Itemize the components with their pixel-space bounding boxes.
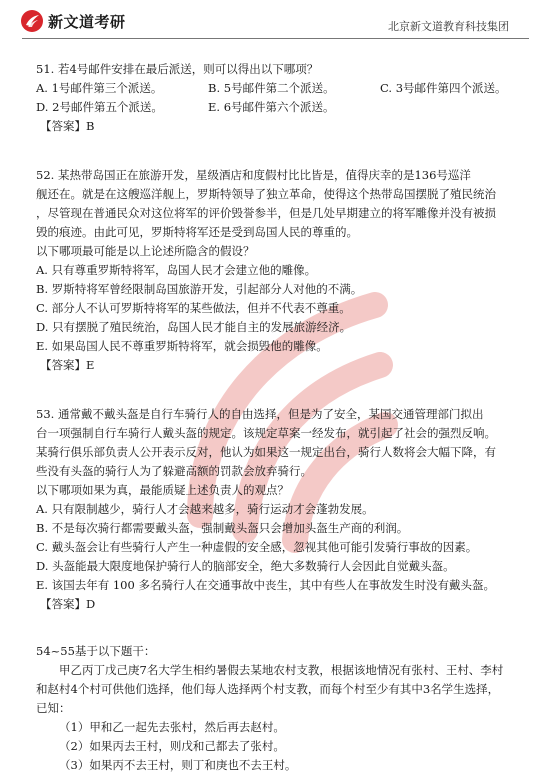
question-stem-line: ，尽管现在普通民众对这位将军的评价毁誉参半，但是几处早期建立的将军雕像并没有被损 <box>36 206 496 220</box>
option-e: E. 该国去年有 100 多名骑行人在交通事故中丧生，其中有些人在事故发生时没有戴头盔。 <box>36 578 495 592</box>
option-row <box>36 79 516 98</box>
option-e: E. 6号邮件第六个派送。 <box>208 100 335 114</box>
question-54-55 <box>36 642 516 775</box>
answer: 【答案】B <box>40 119 95 133</box>
question-stem-line: 舰还在。就是在这艘巡洋舰上，罗斯特领导了独立革命，使得这个热带岛国摆脱了殖民统治 <box>36 187 496 201</box>
question-prompt: 以下哪项如果为真，最能质疑上述负责人的观点？ <box>36 483 289 497</box>
option-a: A. 1号邮件第三个派送。 <box>36 81 163 95</box>
question-stem-line: 甲乙丙丁戊己庚7名大学生相约暑假去某地农村支教，根据该地情况有张村、王村、李村 <box>59 663 504 677</box>
question-stem-line: 毁的痕迹。由此可见，罗斯特将军还是受到岛国人民的尊重的。 <box>36 225 358 239</box>
brand-logo <box>20 9 126 33</box>
option-a: A. 只有尊重罗斯特将军，岛国人民才会建立他的雕像。 <box>36 263 317 277</box>
option-e: E. 如果岛国人民不尊重罗斯特将军，就会损毁他的雕像。 <box>36 339 328 353</box>
condition: （1）甲和乙一起先去张村，然后再去赵村。 <box>59 720 285 734</box>
option-row <box>36 98 516 117</box>
question-stem-line: 52. 某热带岛国正在旅游开发，星级酒店和度假村比比皆是，值得庆幸的是136号巡洋 <box>36 168 471 182</box>
option-b: B. 5号邮件第二个派送。 <box>208 81 335 95</box>
answer: 【答案】E <box>40 358 95 372</box>
option-d: D. 头盔能最大限度地保护骑行人的脑部安全，绝大多数骑行人会因此自觉戴头盔。 <box>36 559 455 573</box>
question-53 <box>36 405 516 614</box>
option-c: C. 戴头盔会让有些骑行人产生一种虚假的安全感，忽视其他可能引发骑行事故的因素。 <box>36 540 478 554</box>
option-c: C. 3号邮件第四个派送。 <box>380 81 507 95</box>
document-body <box>36 60 516 775</box>
question-51 <box>36 60 516 136</box>
header-divider <box>22 38 529 39</box>
question-stem-line: 53. 通常戴不戴头盔是自行车骑行人的自由选择，但是为了安全，某国交通管理部门拟出 <box>36 407 484 421</box>
question-52 <box>36 166 516 375</box>
option-c: C. 部分人不认可罗斯特将军的某些做法，但并不代表不尊重。 <box>36 301 351 315</box>
question-stem-line: 些没有头盔的骑行人为了躲避高额的罚款会放弃骑行。 <box>36 464 312 478</box>
question-prompt: 以下哪项最可能是以上论述所隐含的假设？ <box>36 244 255 258</box>
question-stem: 51. 若4号邮件安排在最后派送，则可以得出以下哪项？ <box>36 62 319 76</box>
question-stem-line: 已知： <box>36 701 71 715</box>
option-a: A. 只有限制越少，骑行人才会越来越多，骑行运动才会蓬勃发展。 <box>36 502 374 516</box>
option-d: D. 2号邮件第五个派送。 <box>36 100 163 114</box>
brand-name: 新文道考研 <box>48 12 126 31</box>
condition: （3）如果丙不去王村，则丁和庚也不去王村。 <box>59 758 297 772</box>
page-header <box>0 0 549 40</box>
condition: （2）如果丙去王村，则戊和己都去了张村。 <box>59 739 285 753</box>
option-b: B. 不是每次骑行都需要戴头盔，强制戴头盔只会增加头盔生产商的利润。 <box>36 521 409 535</box>
answer: 【答案】D <box>40 597 96 611</box>
question-stem-line: 和赵村4个村可供他们选择，他们每人选择两个村支教，而每个村至少有其中3名学生选择， <box>36 682 500 696</box>
question-group-intro: 54~55基于以下题干： <box>36 644 156 658</box>
company-name: 北京新文道教育科技集团 <box>388 20 509 33</box>
option-d: D. 只有摆脱了殖民统治，岛国人民才能自主的发展旅游经济。 <box>36 320 352 334</box>
brand-logo-icon <box>20 9 44 33</box>
option-b: B. 罗斯特将军曾经限制岛国旅游开发，引起部分人对他的不满。 <box>36 282 363 296</box>
question-stem-line: 台一项强制自行车骑行人戴头盔的规定。该规定草案一经发布，就引起了社会的强烈反响。 <box>36 426 496 440</box>
question-stem-line: 某骑行俱乐部负责人公开表示反对，他认为如果这一规定出台，骑行人数将会大幅下降，有 <box>36 445 496 459</box>
